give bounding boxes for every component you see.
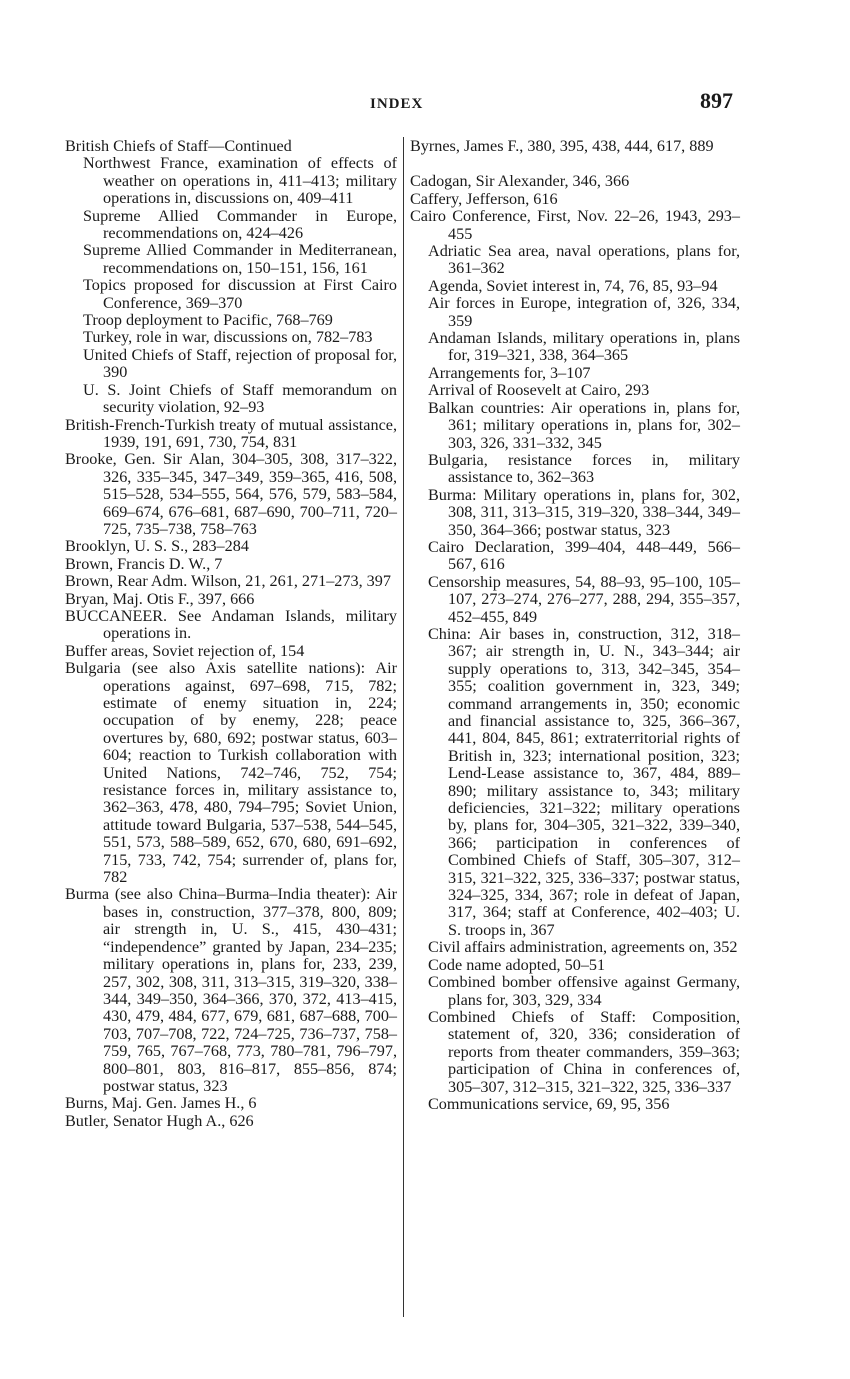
letter-gap bbox=[410, 155, 740, 173]
right-index-column bbox=[410, 138, 740, 1113]
index-entry: Caffery, Jefferson, 616 bbox=[410, 189, 558, 208]
index-entry: Bulgaria, resistance forces in, military assistance to, 362–363 bbox=[428, 450, 740, 487]
index-entry: Andaman Islands, military operations in, plans for, 319–321, 338, 364–365 bbox=[428, 329, 740, 365]
index-entry: United Chiefs of Staff, rejection of proposal for, 390 bbox=[83, 345, 397, 382]
running-title: INDEX bbox=[370, 96, 424, 112]
index-entry: Brooklyn, U. S. S., 283–284 bbox=[65, 537, 249, 556]
index-entry: Combined bomber offensive against Germany, plans for, 303, 329, 334 bbox=[428, 973, 740, 1009]
index-entry: Arrival of Roosevelt at Cairo, 293 bbox=[428, 381, 650, 400]
column-divider bbox=[403, 137, 404, 1317]
index-entry: Supreme Allied Commander in Mediterranean, recommendations on, 150–151, 156, 161 bbox=[83, 241, 397, 277]
index-entry: Civil affairs administration, agreements on, 352 bbox=[428, 938, 738, 957]
index-entry: Brown, Francis D. W., 7 bbox=[65, 554, 223, 573]
index-entry: Bryan, Maj. Otis F., 397, 666 bbox=[65, 589, 255, 608]
page-number: 897 bbox=[700, 88, 733, 113]
index-entry: Supreme Allied Commander in Europe, recommendations on, 424–426 bbox=[83, 206, 397, 243]
left-index-column bbox=[65, 138, 397, 1130]
index-entry: Topics proposed for discussion at First Cairo Conference, 369–370 bbox=[83, 276, 397, 312]
index-entry: Bulgaria (see also Axis satellite nations): Air operations against, 697–698, 715, 782; estimate of enemy situation in, 224; occupation of by enemy, 228; peace overtures by, 680, 692; postwar status, 603–604; reaction to Turkish collaboration with United Nations, 742–746, 752, 754; resistance forces in, military assistance to, 362–363, 478, 480, 794–795; Soviet Union, attitude toward Bulgaria, 537–538, 544–545, 551, 573, 588–589, 652, 670, 680, 691–692, 715, 733, 742, 754; surrender of, plans for, 782 bbox=[65, 659, 397, 887]
page-header bbox=[0, 88, 850, 122]
index-entry: Cairo Conference, First, Nov. 22–26, 1943, 293–455 bbox=[410, 207, 740, 243]
index-entry: U. S. Joint Chiefs of Staff memorandum on security violation, 92–93 bbox=[83, 380, 397, 417]
index-entry: China: Air bases in, construction, 312, 318–367; air strength in, U. N., 343–344; air supply operations to, 313, 342–345, 354–355; coalition government in, 323, 349; command arrangements in, 350; economic and financial assistance to, 325, 366–367, 441, 804, 845, 861; extraterritorial rights of British in, 323; international position, 323; Lend-Lease assistance to, 367, 484, 889–890; military assistance to, 343; military deficiencies, 321–322; military operations by, plans for, 304–305, 321–322, 339–340, 366; participation in conferences of Combined Chiefs of Staff, 305–307, 312–315, 321–322, 325, 336–337; postwar status, 324–325, 334, 367; role in defeat of Japan, 317, 364; staff at Conference, 402–403; U. S. troops in, 367 bbox=[428, 624, 740, 939]
index-entry: Troop deployment to Pacific, 768–769 bbox=[83, 311, 333, 330]
index-entry: Buffer areas, Soviet rejection of, 154 bbox=[65, 641, 305, 660]
index-entry: Burns, Maj. Gen. James H., 6 bbox=[65, 1094, 257, 1113]
index-entry: Northwest France, examination of effects of weather on operations in, 411–413; military operations in, discussions on, 409–411 bbox=[83, 154, 397, 208]
index-entry: Cairo Declaration, 399–404, 448–449, 566–567, 616 bbox=[428, 537, 740, 574]
index-entry: Byrnes, James F., 380, 395, 438, 444, 617, 889 bbox=[410, 137, 714, 155]
index-entry: Combined Chiefs of Staff: Composition, statement of, 320, 336; consideration of reports from theater commanders, 359–363; participation of China in conferences of, 305–307, 312–315, 321–322, 325, 336–337 bbox=[428, 1007, 740, 1096]
index-entry: Air forces in Europe, integration of, 326, 334, 359 bbox=[428, 294, 740, 330]
index-entry: Brown, Rear Adm. Wilson, 21, 261, 271–273, 397 bbox=[65, 572, 391, 591]
index-entry: Communications service, 69, 95, 356 bbox=[428, 1094, 670, 1113]
index-entry: Adriatic Sea area, naval operations, plans for, 361–362 bbox=[428, 242, 740, 278]
index-entry: Cadogan, Sir Alexander, 346, 366 bbox=[410, 172, 630, 191]
index-entry: Balkan countries: Air operations in, plans for, 361; military operations in, plans for, 302–303, 326, 331–332, 345 bbox=[428, 398, 740, 452]
index-entry: Censorship measures, 54, 88–93, 95–100, 105–107, 273–274, 276–277, 288, 294, 355–357, 452–455, 849 bbox=[428, 572, 740, 626]
index-entry: Burma: Military operations in, plans for, 302, 308, 311, 313–315, 319–320, 338–344, 349–350, 364–366; postwar status, 323 bbox=[428, 485, 740, 539]
index-entry: Brooke, Gen. Sir Alan, 304–305, 308, 317–322, 326, 335–345, 347–349, 359–365, 416, 508, 515–528, 534–555, 564, 576, 579, 583–584, 669–674, 676–681, 687–690, 700–711, 720–725, 735–738, 758–763 bbox=[65, 450, 397, 538]
index-entry: Code name adopted, 50–51 bbox=[428, 955, 606, 974]
index-entry: Arrangements for, 3–107 bbox=[428, 363, 591, 382]
index-entry: Turkey, role in war, discussions on, 782–783 bbox=[83, 328, 373, 347]
index-entry: British Chiefs of Staff—Continued bbox=[65, 137, 292, 155]
index-entry: BUCCANEER. See Andaman Islands, military operations in. bbox=[65, 606, 397, 643]
index-entry: British-French-Turkish treaty of mutual assistance, 1939, 191, 691, 730, 754, 831 bbox=[65, 415, 397, 451]
index-entry: Butler, Senator Hugh A., 626 bbox=[65, 1111, 254, 1130]
index-entry: Agenda, Soviet interest in, 74, 76, 85, 93–94 bbox=[428, 276, 718, 295]
index-entry: Burma (see also China–Burma–India theater): Air bases in, construction, 377–378, 800, 809; air strength in, U. S., 415, 430–431; “independence” granted by Japan, 234–235; military operations in, plans for, 233, 239, 257, 302, 308, 311, 313–315, 319–320, 338–344, 349–350, 364–366, 370, 372, 413–415, 430, 479, 484, 677, 679, 681, 687–688, 700–703, 707–708, 722, 724–725, 736–737, 758–759, 765, 767–768, 773, 780–781, 796–797, 800–801, 803, 816–817, 855–856, 874; postwar status, 323 bbox=[65, 885, 397, 1095]
